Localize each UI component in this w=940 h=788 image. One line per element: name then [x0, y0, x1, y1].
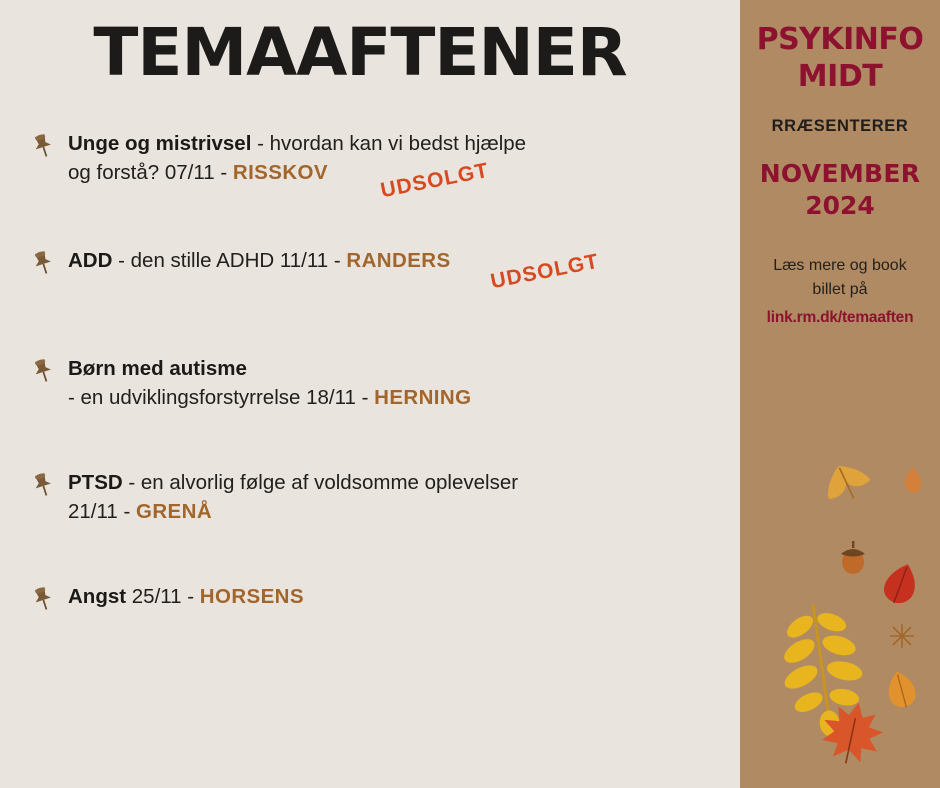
- event-date-text: - en udviklingsforstyrrelse 18/11 -: [68, 385, 375, 409]
- event-text-line-1: [68, 129, 740, 158]
- event-city: RANDERS: [346, 248, 451, 272]
- pushpin-icon: [28, 131, 58, 161]
- pushpin-icon: [28, 584, 58, 614]
- pushpin-icon: [28, 470, 58, 500]
- event-subtitle: 25/11 -: [126, 584, 200, 608]
- star-seed-icon: [888, 622, 916, 655]
- event-date-text: og forstå? 07/11 -: [68, 161, 233, 185]
- list-item[interactable]: [28, 246, 740, 292]
- booking-link[interactable]: link.rm.dk/temaaften: [766, 309, 914, 327]
- acorn-icon: [836, 538, 870, 581]
- maple-leaf-icon: [816, 698, 888, 775]
- event-subtitle: - en alvorlig følge af voldsomme oplevelser: [122, 470, 519, 494]
- event-subtitle: - den stille ADHD 11/11 -: [112, 248, 347, 272]
- event-city: HERNING: [374, 385, 472, 409]
- list-item[interactable]: [28, 129, 740, 203]
- event-title: ADD: [68, 248, 113, 272]
- pushpin-icon: [28, 248, 58, 278]
- event-text-line-1: [68, 354, 740, 383]
- leaf-icon: [876, 560, 924, 617]
- presents-label: RRÆSENTERER: [771, 117, 909, 136]
- event-city: RISSKOV: [232, 161, 328, 185]
- event-title: PTSD: [68, 470, 123, 494]
- status-badge-sold-out: UDSOLGT: [378, 159, 491, 203]
- event-text-line-1: [68, 582, 740, 611]
- event-subtitle: - hvordan kan vi bedst hjælpe: [251, 132, 527, 156]
- page-title: TEMAAFTENER: [93, 14, 627, 91]
- poster-sidebar: [740, 0, 940, 788]
- year-label: 2024: [805, 190, 875, 220]
- booking-info: [740, 254, 940, 331]
- list-item[interactable]: [28, 468, 740, 526]
- event-title: Angst: [68, 584, 127, 608]
- brand-line-2: MIDT: [797, 58, 883, 94]
- event-city: HORSENS: [199, 584, 304, 608]
- leaf-icon: [818, 460, 876, 513]
- event-title: Unge og mistrivsel: [68, 132, 252, 156]
- event-date-text: 21/11 -: [68, 499, 136, 523]
- month-label: NOVEMBER: [759, 159, 921, 189]
- list-item[interactable]: [28, 354, 740, 412]
- event-text-line-1: [68, 468, 740, 497]
- brand-logo: [740, 22, 940, 95]
- booking-line-1: Læs mere og book: [773, 256, 907, 274]
- event-text-line-2: [68, 497, 740, 526]
- autumn-leaves-decoration: [740, 430, 940, 788]
- event-text-line-2: [68, 383, 740, 412]
- event-list: [0, 129, 740, 628]
- event-text-line-1: [68, 246, 740, 275]
- booking-line-2: billet på: [812, 281, 868, 299]
- leaf-icon: [882, 668, 922, 719]
- status-badge-sold-out: UDSOLGT: [488, 249, 601, 293]
- pushpin-icon: [28, 356, 58, 386]
- event-title: Børn med autisme: [68, 356, 247, 380]
- list-item[interactable]: [28, 582, 740, 628]
- leaf-icon: [900, 466, 926, 501]
- event-city: GRENÅ: [136, 499, 213, 523]
- brand-line-1: PSYKINFO: [756, 22, 924, 57]
